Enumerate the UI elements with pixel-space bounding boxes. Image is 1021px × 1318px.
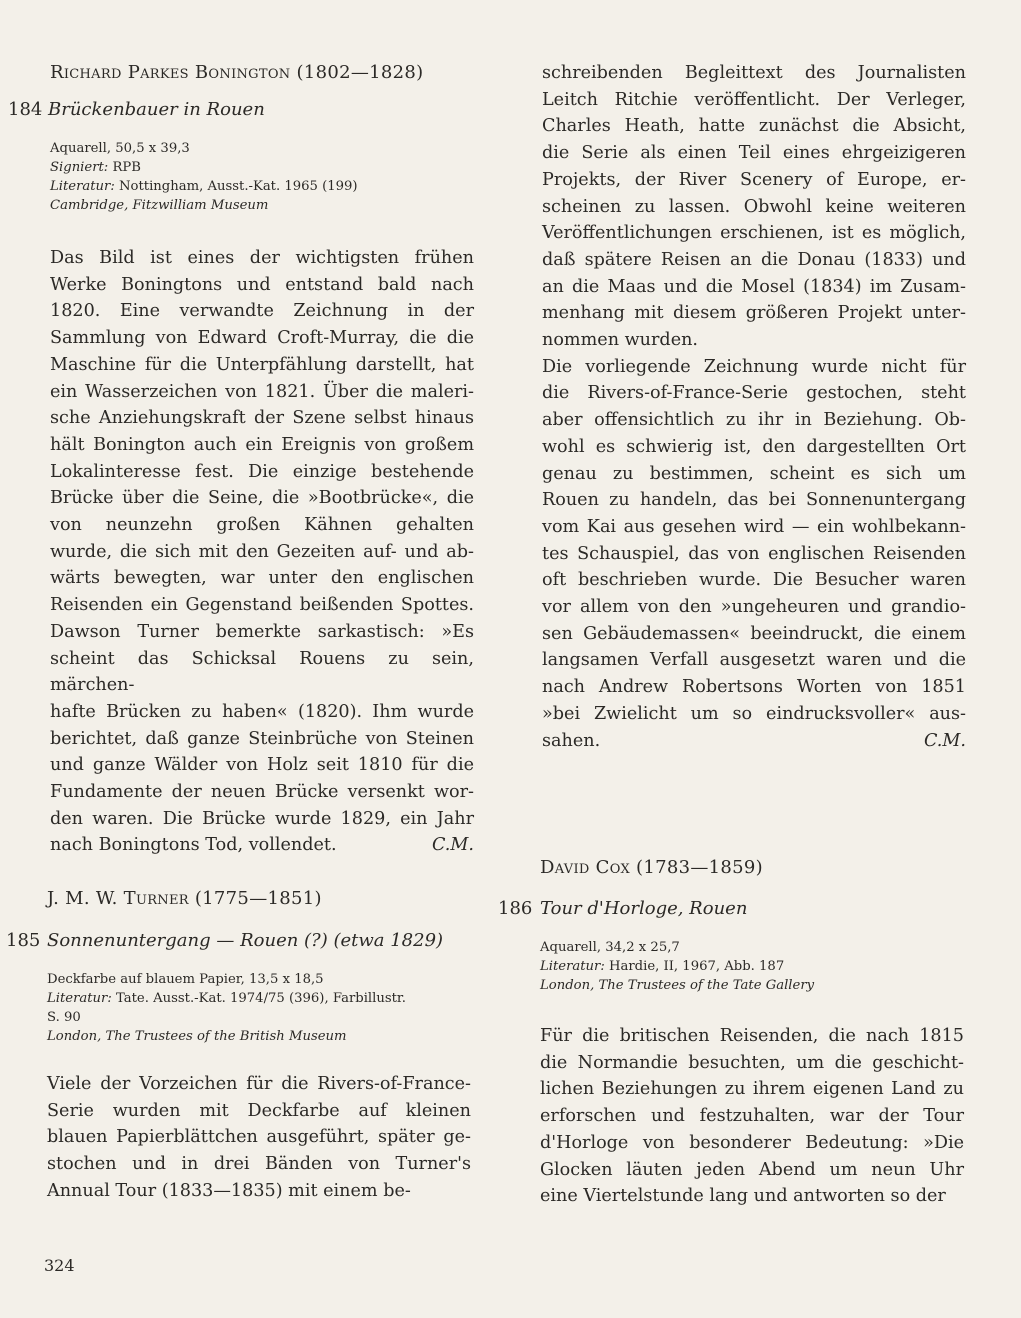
entry-text [540, 1023, 964, 1210]
text-line: eine Viertelstunde lang und antworten so der [540, 1186, 946, 1207]
text-line: Brücke über die Seine, die »Bootbrücke«, die [50, 488, 474, 509]
artwork-details [47, 970, 406, 1046]
detail-line [50, 158, 358, 177]
detail-value: S. 90 [47, 1010, 81, 1025]
text-line: aber offensichtlich zu ihr in Beziehung. Ob- [542, 410, 966, 431]
detail-label: Literatur: [540, 959, 605, 974]
text-line: Projekts, der River Scenery of Europe, er- [542, 169, 966, 190]
text-line: Maschine für die Unterpfählung darstellt, hat [50, 354, 474, 375]
text-line: vor allem von den »ungeheuren und grandio- [542, 597, 966, 618]
detail-line [540, 976, 814, 995]
text-line: Glocken läuten jeden Abend um neun Uhr [540, 1159, 964, 1180]
artist-heading: David Cox (1783—1859) [540, 857, 763, 878]
text-line: ein Wasserzeichen von 1821. Über die maleri- [50, 381, 474, 402]
text-line: menhang mit diesem größeren Projekt unter- [542, 303, 966, 324]
text-line: Serie wurden mit Deckfarbe auf kleinen [47, 1100, 471, 1121]
text-line: scheinen zu lassen. Obwohl keine weiteren [542, 196, 966, 217]
text-line: Lokalinteresse fest. Die einzige bestehende [50, 461, 474, 482]
text-line: 1820. Eine verwandte Zeichnung in der [50, 301, 474, 322]
text-line: Das Bild ist eines der wichtigsten frühen [50, 248, 474, 268]
detail-line [47, 989, 406, 1008]
text-line: scheint das Schicksal Rouens zu sein, märchen- [50, 648, 474, 696]
text-line: nommen wurden. [542, 330, 699, 351]
text-line: den waren. Die Brücke wurde 1829, ein Jahr [50, 808, 474, 829]
page-number: 324 [44, 1256, 75, 1275]
text-line: oft beschrieben wurde. Die Besucher waren [542, 570, 966, 591]
text-line: die Serie als einen Teil eines ehrgeizigeren [542, 143, 966, 164]
text-line: nach Boningtons Tod, vollendet. C.M. [50, 832, 474, 859]
text-line: sahen. C.M. [542, 728, 966, 755]
catalog-entry-heading [8, 99, 265, 120]
text-line: wurde, die sich mit den Gezeiten auf- und ab- [50, 541, 474, 562]
text-line: die Normandie besuchten, um die geschicht- [540, 1052, 964, 1073]
detail-value: Aquarell, 34,2 x 25,7 [540, 940, 680, 955]
text-line: wärts bewegten, war unter den englischen [50, 568, 474, 589]
detail-value: Hardie, II, 1967, Abb. 187 [604, 959, 785, 974]
detail-value: RPB [108, 160, 141, 175]
detail-label: Literatur: [50, 179, 115, 194]
text-line: hafte Brücken zu haben« (1820). Ihm wurde [50, 701, 474, 722]
text-line: sche Anziehungskraft der Szene selbst hinaus [50, 408, 474, 429]
artwork-title: Sonnenuntergang — Rouen (?) (etwa 1829) [47, 930, 444, 951]
artwork-details [50, 139, 358, 215]
text-line: berichtet, daß ganze Steinbrüche von Steinen [50, 728, 474, 749]
detail-line [540, 938, 814, 957]
text-line: vom Kai aus gesehen wird — ein wohlbekann- [542, 516, 966, 537]
text-line: und ganze Wälder von Holz seit 1810 für die [50, 755, 474, 776]
detail-value: Nottingham, Ausst.-Kat. 1965 (199) [114, 179, 358, 194]
detail-value: Aquarell, 50,5 x 39,3 [50, 141, 190, 156]
detail-line [47, 970, 406, 989]
text-line: blauen Papierblättchen ausgeführt, später ge- [47, 1127, 471, 1148]
catalog-number: 186 [498, 898, 533, 919]
detail-label: Literatur: [47, 991, 112, 1006]
author-initials: C.M. [431, 835, 474, 856]
text-line: genau zu bestimmen, scheint es sich um [542, 463, 966, 484]
text-line: Viele der Vorzeichen für die Rivers-of-France- [47, 1074, 471, 1094]
author-initials: C.M. [923, 730, 966, 751]
text-line: die Rivers-of-France-Serie gestochen, steht [542, 383, 966, 404]
text-line: »bei Zwielicht um so eindrucksvoller« aus- [542, 703, 966, 724]
text-line: d'Horloge von besonderer Bedeutung: »Die [540, 1132, 964, 1153]
artist-heading: Richard Parkes Bonington (1802—1828) [50, 62, 424, 83]
text-line: erforschen und festzuhalten, war der Tour [540, 1106, 964, 1127]
text-line: Annual Tour (1833—1835) mit einem be- [47, 1180, 411, 1201]
text-line: daß spätere Reisen an die Donau (1833) und [542, 249, 966, 270]
detail-value: Tate. Ausst.-Kat. 1974/75 (396), Farbillustr. [111, 991, 406, 1006]
detail-label: Signiert: [50, 160, 109, 175]
artwork-title: Brückenbauer in Rouen [48, 99, 265, 120]
entry-text [47, 1071, 471, 1205]
catalog-number: 185 [6, 930, 41, 951]
detail-line [540, 957, 814, 976]
text-line: nach Andrew Robertsons Worten von 1851 [542, 677, 966, 698]
text-line: Veröffentlichungen erschienen, ist es möglich, [542, 223, 966, 244]
text-line: sen Gebäudemassen« beeindruckt, die einem [542, 623, 966, 644]
text-line: schreibenden Begleittext des Journalisten [542, 63, 966, 83]
text-line: Charles Heath, hatte zunächst die Absicht, [542, 116, 966, 137]
text-line: Reisenden ein Gegenstand beißenden Spottes. [50, 595, 474, 616]
artist-heading: J. M. W. Turner (1775—1851) [47, 888, 322, 909]
text-line: wohl es schwierig ist, den dargestellten Ort [542, 436, 966, 457]
entry-text [542, 60, 966, 754]
text-line: Für die britischen Reisenden, die nach 1815 [540, 1026, 964, 1046]
text-line: Rouen zu handeln, das bei Sonnenuntergang [542, 490, 966, 511]
text-line: Sammlung von Edward Croft-Murray, die die [50, 328, 474, 349]
text-line: von neunzehn großen Kähnen gehalten [50, 515, 474, 536]
detail-label: Cambridge, Fitzwilliam Museum [50, 198, 269, 213]
text-line: Fundamente der neuen Brücke versenkt wor- [50, 782, 474, 803]
catalog-number: 184 [8, 99, 43, 120]
text-line: langsamen Verfall ausgesetzt waren und die [542, 650, 966, 671]
catalog-entry-heading [498, 898, 747, 919]
text-line: Dawson Turner bemerkte sarkastisch: »Es [50, 621, 474, 642]
text-line: stochen und in drei Bänden von Turner's [47, 1154, 471, 1175]
text-line: Leitch Ritchie veröffentlicht. Der Verleger, [542, 89, 966, 110]
detail-line [50, 139, 358, 158]
artwork-details [540, 938, 814, 995]
text-line: Werke Boningtons und entstand bald nach [50, 274, 474, 295]
text-line: hält Bonington auch ein Ereignis von großem [50, 434, 474, 455]
text-line: an die Maas und die Mosel (1834) im Zusam- [542, 276, 966, 297]
detail-line [50, 177, 358, 196]
detail-line [50, 196, 358, 215]
detail-label: London, The Trustees of the British Museum [47, 1029, 347, 1044]
entry-text [50, 245, 474, 859]
detail-line [47, 1027, 406, 1046]
detail-label: London, The Trustees of the Tate Gallery [540, 978, 815, 993]
text-line: tes Schauspiel, das von englischen Reisenden [542, 543, 966, 564]
detail-value: Deckfarbe auf blauem Papier, 13,5 x 18,5 [47, 972, 324, 987]
text-line: Die vorliegende Zeichnung wurde nicht für [542, 356, 966, 377]
artwork-title: Tour d'Horloge, Rouen [540, 898, 748, 919]
catalog-entry-heading [6, 930, 443, 951]
text-line: lichen Beziehungen zu ihrem eigenen Land zu [540, 1079, 964, 1100]
detail-line [47, 1008, 406, 1027]
